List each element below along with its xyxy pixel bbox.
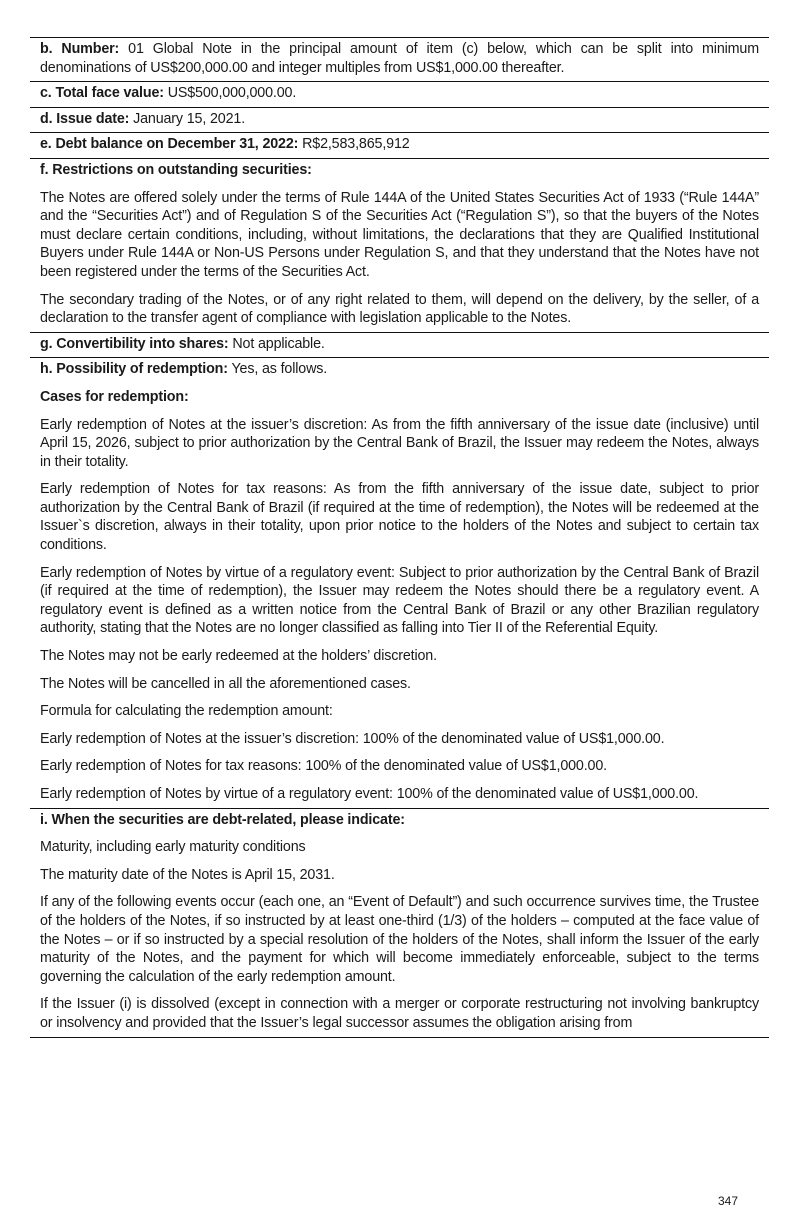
page-number: 347	[718, 1194, 739, 1208]
document-page	[30, 37, 769, 1038]
item-h-paragraph: Early redemption of Notes for tax reasons: As from the fifth anniversary of the issue date, subject to prior authorization by the Central Bank of Brazil (if required at the time of redemption), the Notes will be redeemed at the Issuer`s discretion, always in their totality, upon prior notice to the holders of the Notes and subject to certain tax conditions.	[40, 481, 759, 554]
item-c-total-face-value	[30, 81, 769, 107]
item-g-label: g. Convertibility into shares:	[40, 335, 229, 352]
item-d-issue-date	[30, 107, 769, 133]
item-h-paragraph: Early redemption of Notes at the issuer’s discretion: As from the fifth anniversary of the issue date (inclusive) until April 15, 2026, subject to prior authorization by the Central Bank of Brazil, the Issuer may redeem the Notes, always in their totality.	[40, 416, 759, 470]
item-i-debt-related	[30, 808, 769, 1038]
item-d-label: d. Issue date:	[40, 110, 130, 127]
item-f-restrictions	[30, 158, 769, 332]
item-b-number	[30, 37, 769, 81]
item-c-label: c. Total face value:	[40, 85, 164, 102]
item-i-paragraph: Maturity, including early maturity conditions	[40, 839, 306, 856]
item-h-paragraph: Early redemption of Notes for tax reasons: 100% of the denominated value of US$1,000.00.	[40, 758, 607, 775]
item-f-paragraph: The secondary trading of the Notes, or of any right related to them, will depend on the delivery, by the seller, of a declaration to the transfer agent of compliance with legislation applicable to the Notes.	[40, 291, 759, 327]
item-i-paragraph: The maturity date of the Notes is April 15, 2031.	[40, 866, 335, 883]
item-c-text: US$500,000,000.00.	[163, 85, 297, 102]
item-h-paragraph: Early redemption of Notes at the issuer’s discretion: 100% of the denominated value of US$1,000.00.	[40, 730, 665, 747]
item-f-label: f. Restrictions on outstanding securities:	[40, 161, 312, 178]
item-f-paragraph: The Notes are offered solely under the terms of Rule 144A of the United States Securities Act of 1933 (“Rule 144A” and the “Securities Act”) and of Regulation S of the Securities Act (“Regulation S”), so that the buyers of the Notes must declare certain conditions, including, without limitations, the declarations that they are Qualified Institutional Buyers under Rule 144A or Non-US Persons under Regulation S, and that they understand that the Notes have not been registered under the terms of the Securities Act.	[40, 189, 759, 280]
item-b-text: 01 Global Note in the principal amount of item (c) below, which can be split into minimum denominations of US$200,000.00 and integer multiples from US$1,000.00 thereafter.	[40, 41, 759, 76]
item-i-label: i. When the securities are debt-related, please indicate:	[40, 811, 405, 828]
item-i-paragraph: If any of the following events occur (each one, an “Event of Default”) and such occurrence survives time, the Trustee of the holders of the Notes, if so instructed by at least one-third (1/3) of the holders – computed at the face value of the Notes – or if so instructed by a special resolution of the holders of the Notes, shall inform the Issuer of the early maturity of the Notes, and the payment for which will become immediately enforceable, subject to the terms governing the calculation of the early redemption amount.	[40, 894, 759, 985]
item-h-paragraph: Early redemption of Notes by virtue of a regulatory event: Subject to prior authorization by the Central Bank of Brazil (if required at the time of redemption), the Issuer may redeem the Notes should there be a regulatory event. A regulatory event is defined as a written notice from the Central Bank of Brazil or any other Brazilian regulatory authority, stating that the Notes are no longer classified as falling into Tier II of the Referential Equity.	[40, 564, 759, 637]
item-d-text: January 15, 2021.	[129, 110, 246, 127]
item-h-text: Yes, as follows.	[227, 361, 328, 378]
item-e-debt-balance	[30, 132, 769, 158]
item-g-convertibility	[30, 332, 769, 358]
item-h-subheading: Cases for redemption:	[40, 388, 189, 405]
item-h-paragraph: Formula for calculating the redemption amount:	[40, 703, 333, 720]
item-h-paragraph: The Notes may not be early redeemed at the holders’ discretion.	[40, 648, 437, 665]
item-e-label: e. Debt balance on December 31, 2022:	[40, 136, 299, 153]
item-h-paragraph: The Notes will be cancelled in all the aforementioned cases.	[40, 675, 411, 692]
item-h-redemption	[30, 357, 769, 807]
item-h-paragraph: Early redemption of Notes by virtue of a regulatory event: 100% of the denominated value of US$1,000.00.	[40, 786, 699, 802]
item-i-paragraph: If the Issuer (i) is dissolved (except in connection with a merger or corporate restructuring not involving bankruptcy or insolvency and provided that the Issuer’s legal successor assumes the obligation arising from	[40, 996, 759, 1031]
item-h-label: h. Possibility of redemption:	[40, 361, 228, 378]
item-g-text: Not applicable.	[228, 335, 325, 352]
item-b-label: b. Number:	[40, 41, 120, 57]
item-e-text: R$2,583,865,912	[298, 136, 410, 153]
